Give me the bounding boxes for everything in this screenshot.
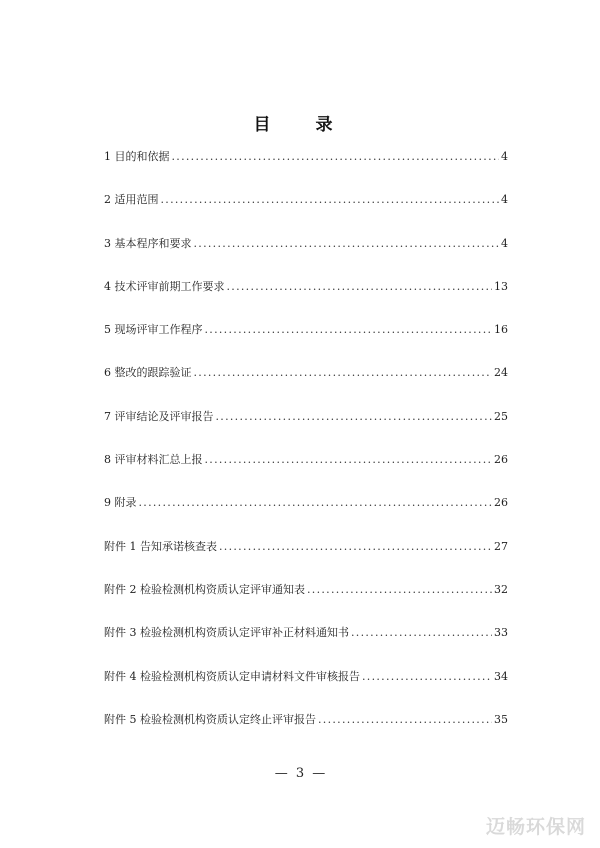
toc-dot-leader [216, 410, 493, 423]
toc-entry[interactable] [104, 278, 508, 321]
toc-entry-page: 27 [494, 539, 508, 553]
page-number: — 3 — [274, 766, 326, 781]
toc-entry-label: 3 基本程序和要求 [104, 236, 192, 250]
toc-entry[interactable] [104, 538, 508, 581]
toc-entry-page: 13 [494, 279, 508, 293]
toc-entry-label: 9 附录 [104, 496, 137, 510]
table-of-contents [104, 148, 508, 754]
toc-dot-leader [139, 496, 493, 509]
toc-entry[interactable] [104, 624, 508, 667]
toc-entry-label: 附件 1 告知承诺核查表 [104, 539, 217, 553]
toc-entry[interactable] [104, 581, 508, 624]
toc-dot-leader [205, 323, 493, 336]
toc-entry-page: 4 [501, 193, 508, 207]
toc-entry[interactable] [104, 711, 508, 754]
toc-entry-label: 4 技术评审前期工作要求 [104, 279, 225, 293]
toc-entry[interactable] [104, 191, 508, 234]
toc-entry-label: 5 现场评审工作程序 [104, 323, 203, 337]
toc-entry-page: 4 [501, 150, 508, 163]
toc-dot-leader [205, 453, 493, 466]
toc-title: 目 录 [253, 115, 347, 135]
toc-entry-label: 附件 5 检验检测机构资质认定终止评审报告 [104, 712, 316, 726]
toc-entry-label: 8 评审材料汇总上报 [104, 453, 203, 467]
toc-dot-leader [351, 626, 492, 639]
toc-dot-leader [161, 193, 500, 206]
toc-entry[interactable] [104, 494, 508, 537]
toc-entry-page: 33 [494, 626, 508, 640]
toc-entry[interactable] [104, 451, 508, 494]
toc-entry-label: 7 评审结论及评审报告 [104, 409, 214, 423]
toc-entry[interactable] [104, 408, 508, 451]
toc-dot-leader [318, 713, 492, 726]
toc-entry[interactable] [104, 321, 508, 364]
toc-entry-page: 24 [494, 366, 508, 380]
toc-entry[interactable] [104, 148, 508, 191]
toc-entry[interactable] [104, 668, 508, 711]
toc-entry-page: 34 [494, 669, 508, 683]
toc-entry-page: 35 [494, 712, 508, 726]
toc-dot-leader [194, 366, 493, 379]
toc-dot-leader [172, 150, 500, 163]
toc-dot-leader [307, 583, 492, 596]
toc-entry-page: 25 [494, 409, 508, 423]
toc-dot-leader [194, 237, 500, 250]
toc-entry-page: 26 [494, 496, 508, 510]
toc-entry-label: 2 适用范围 [104, 193, 159, 207]
toc-entry-page: 16 [494, 323, 508, 337]
toc-entry[interactable] [104, 235, 508, 278]
toc-entry-page: 32 [494, 582, 508, 596]
toc-dot-leader [362, 670, 492, 683]
toc-entry-page: 26 [494, 453, 508, 467]
toc-dot-leader [219, 540, 492, 553]
toc-entry[interactable] [104, 364, 508, 407]
toc-entry-label: 6 整改的跟踪验证 [104, 366, 192, 380]
toc-entry-label: 1 目的和依据 [104, 150, 170, 163]
toc-dot-leader [227, 280, 493, 293]
toc-entry-label: 附件 3 检验检测机构资质认定评审补正材料通知书 [104, 626, 349, 640]
toc-entry-label: 附件 2 检验检测机构资质认定评审通知表 [104, 582, 305, 596]
watermark-logo: 迈畅环保网 [485, 816, 586, 838]
toc-entry-label: 附件 4 检验检测机构资质认定申请材料文件审核报告 [104, 669, 360, 683]
toc-entry-page: 4 [501, 236, 508, 250]
